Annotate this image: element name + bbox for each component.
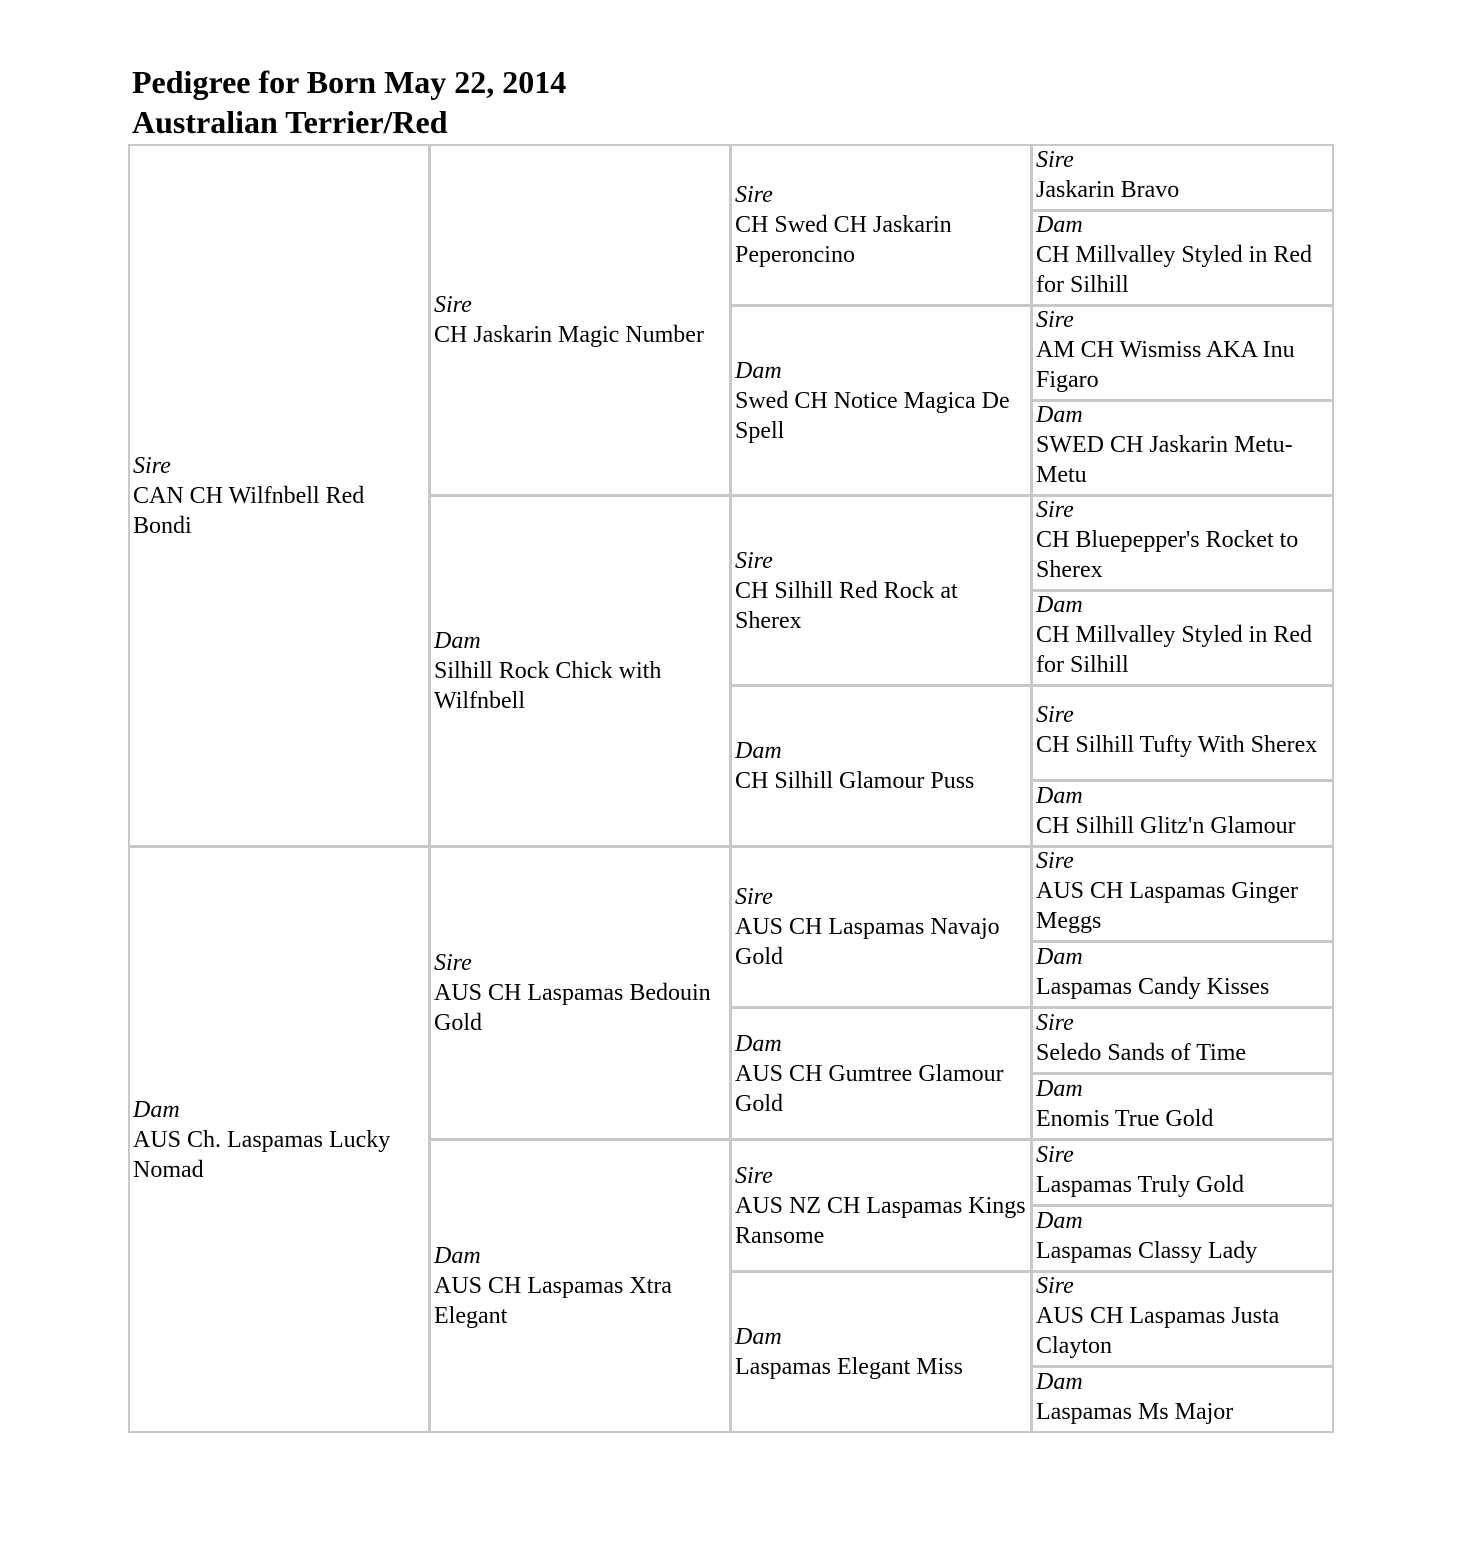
pedigree-cell-gen4-dam-dam-sire-dam	[1031, 1205, 1334, 1272]
dog-name: AUS CH Gumtree Glamour Gold	[735, 1060, 1004, 1117]
relation-label: Dam	[434, 1243, 481, 1269]
relation-label: Dam	[735, 1324, 782, 1350]
relation-label: Sire	[735, 1162, 773, 1189]
relation-label: Sire	[133, 452, 171, 479]
dog-name: Laspamas Truly Gold	[1036, 1171, 1245, 1198]
relation-label: Dam	[735, 357, 782, 384]
relation-label: Dam	[133, 1096, 180, 1123]
dog-name: Enomis True Gold	[1036, 1105, 1214, 1132]
dog-name: Laspamas Candy Kisses	[1036, 973, 1270, 1000]
pedigree-cell-gen4-sire-sire-sire-sire	[1031, 144, 1334, 211]
title-line-1: Pedigree for Born May 22, 2014	[132, 64, 567, 100]
pedigree-cell-gen1-sire	[128, 144, 430, 847]
title-line-2: Australian Terrier/Red	[132, 104, 448, 140]
relation-label: Sire	[735, 884, 773, 910]
pedigree-cell-gen4-sire-sire-dam-sire	[1031, 305, 1334, 401]
pedigree-cell-gen4-dam-sire-sire-dam	[1031, 941, 1334, 1008]
pedigree-cell-gen4-sire-dam-dam-sire	[1031, 685, 1334, 781]
pedigree-cell-gen3-sire-sire-sire	[730, 144, 1032, 306]
dog-name: AM CH Wismiss AKA Inu Figaro	[1036, 337, 1295, 393]
pedigree-cell-gen2-dam-sire	[429, 846, 731, 1140]
pedigree-cell-gen3-dam-dam-dam	[730, 1271, 1032, 1433]
pedigree-cell-gen1-dam	[128, 846, 430, 1433]
dog-name: CH Millvalley Styled in Red for Silhill	[1036, 622, 1312, 678]
relation-label: Sire	[1036, 848, 1074, 874]
dog-name: AUS CH Laspamas Navajo Gold	[735, 914, 1000, 970]
relation-label: Sire	[1036, 497, 1074, 523]
pedigree-cell-gen2-sire-dam	[429, 495, 731, 847]
relation-label: Dam	[1036, 1075, 1083, 1102]
relation-label: Sire	[1036, 307, 1074, 333]
dog-name: AUS CH Laspamas Bedouin Gold	[434, 980, 711, 1036]
relation-label: Sire	[1036, 146, 1074, 173]
pedigree-cell-gen4-dam-dam-dam-dam	[1031, 1366, 1334, 1433]
relation-label: Sire	[735, 182, 773, 208]
dog-name: AUS Ch. Laspamas Lucky Nomad	[133, 1126, 391, 1183]
relation-label: Dam	[1036, 782, 1083, 809]
relation-label: Dam	[735, 1030, 782, 1057]
pedigree-cell-gen2-sire-sire	[429, 144, 731, 496]
pedigree-cell-gen3-dam-sire-sire	[730, 846, 1032, 1008]
relation-label: Sire	[434, 950, 472, 976]
dog-name: CH Swed CH Jaskarin Peperoncino	[735, 212, 952, 268]
relation-label: Dam	[1036, 212, 1083, 238]
dog-name: CH Silhill Glitz'n Glamour	[1036, 812, 1296, 839]
pedigree-cell-gen4-sire-sire-sire-dam	[1031, 210, 1334, 306]
dog-name: Silhill Rock Chick with Wilfnbell	[434, 658, 662, 714]
relation-label: Dam	[1036, 402, 1083, 428]
dog-name: CH Silhill Glamour Puss	[735, 768, 975, 794]
pedigree-cell-gen4-dam-dam-dam-sire	[1031, 1271, 1334, 1367]
pedigree-cell-gen3-sire-dam-sire	[730, 495, 1032, 686]
pedigree-cell-gen4-sire-dam-sire-sire	[1031, 495, 1334, 591]
relation-label: Sire	[434, 292, 472, 318]
dog-name: CH Silhill Red Rock at Sherex	[735, 577, 958, 634]
dog-name: AUS CH Laspamas Xtra Elegant	[434, 1273, 672, 1329]
dog-name: CH Bluepepper's Rocket to Sherex	[1036, 527, 1299, 583]
pedigree-cell-gen3-sire-dam-dam	[730, 685, 1032, 847]
dog-name: CH Jaskarin Magic Number	[434, 322, 704, 348]
relation-label: Sire	[1036, 702, 1074, 728]
pedigree-cell-gen3-dam-dam-sire	[730, 1139, 1032, 1272]
pedigree-cell-gen4-dam-sire-dam-sire	[1031, 1007, 1334, 1074]
relation-label: Sire	[1036, 1009, 1074, 1036]
pedigree-cell-gen4-dam-sire-dam-dam	[1031, 1073, 1334, 1140]
dog-name: Swed CH Notice Magica De Spell	[735, 387, 1010, 444]
relation-label: Sire	[1036, 1141, 1074, 1168]
dog-name: AUS CH Laspamas Ginger Meggs	[1036, 878, 1298, 934]
relation-label: Dam	[735, 738, 782, 764]
pedigree-cell-gen4-sire-dam-dam-dam	[1031, 780, 1334, 847]
dog-name: CAN CH Wilfnbell Red Bondi	[133, 482, 365, 539]
page-title	[132, 62, 566, 142]
pedigree-cell-gen4-sire-dam-sire-dam	[1031, 590, 1334, 686]
dog-name: Jaskarin Bravo	[1036, 176, 1180, 203]
dog-name: AUS CH Laspamas Justa Clayton	[1036, 1303, 1280, 1359]
relation-label: Sire	[1036, 1273, 1074, 1299]
dog-name: Seledo Sands of Time	[1036, 1039, 1247, 1066]
pedigree-chart	[128, 144, 1334, 1432]
dog-name: CH Millvalley Styled in Red for Silhill	[1036, 242, 1312, 298]
relation-label: Dam	[434, 628, 481, 654]
relation-label: Dam	[1036, 943, 1083, 970]
pedigree-cell-gen4-sire-sire-dam-dam	[1031, 400, 1334, 496]
relation-label: Dam	[1036, 592, 1083, 618]
dog-name: Laspamas Classy Lady	[1036, 1237, 1258, 1264]
dog-name: CH Silhill Tufty With Sherex	[1036, 732, 1318, 758]
pedigree-cell-gen3-dam-sire-dam	[730, 1007, 1032, 1140]
pedigree-cell-gen4-dam-sire-sire-sire	[1031, 846, 1334, 942]
dog-name: SWED CH Jaskarin Metu-Metu	[1036, 432, 1293, 488]
pedigree-cell-gen2-dam-dam	[429, 1139, 731, 1433]
relation-label: Dam	[1036, 1368, 1083, 1395]
pedigree-cell-gen4-dam-dam-sire-sire	[1031, 1139, 1334, 1206]
dog-name: Laspamas Ms Major	[1036, 1398, 1234, 1425]
dog-name: AUS NZ CH Laspamas Kings Ransome	[735, 1192, 1026, 1249]
dog-name: Laspamas Elegant Miss	[735, 1354, 963, 1380]
relation-label: Sire	[735, 547, 773, 574]
pedigree-cell-gen3-sire-sire-dam	[730, 305, 1032, 496]
relation-label: Dam	[1036, 1207, 1083, 1234]
